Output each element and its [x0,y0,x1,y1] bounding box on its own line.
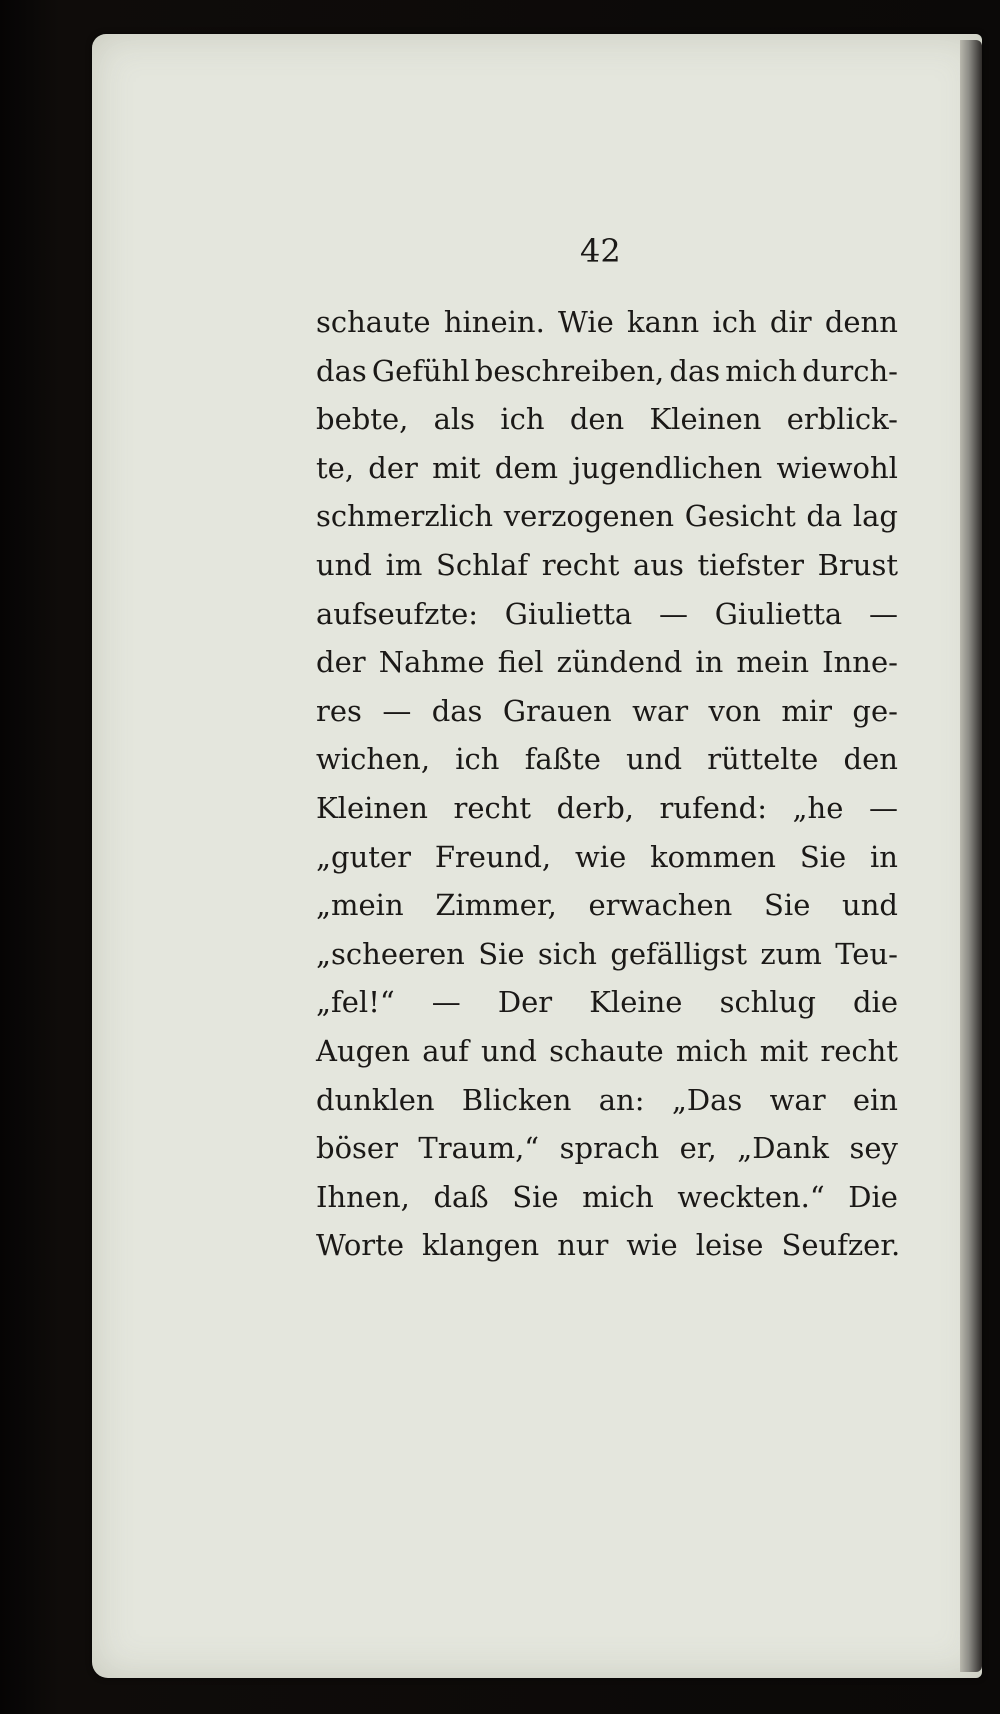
word: „Das [671,1082,743,1117]
text-line [316,881,898,930]
word: an: [598,1082,645,1117]
word: fiel [497,645,544,680]
word: von [708,693,761,728]
word: Kleinen [316,790,428,825]
word: verzogenen [503,499,675,534]
word: Sie [799,839,847,874]
word: wie [626,1228,678,1263]
word: ich [455,742,500,777]
word: lag [852,499,898,534]
text-line [316,1124,898,1173]
word: Kleine [589,985,683,1020]
word: durch- [802,353,898,388]
text-line [316,347,898,396]
text-line [316,395,898,444]
word: recht [541,547,620,582]
word: dir [769,305,812,339]
text-line [316,978,898,1027]
word: wichen, [316,742,431,777]
word: den [843,742,898,777]
word: rufend: [659,790,767,825]
word: der [316,645,366,680]
word: mir [781,693,833,728]
text-line [316,638,898,687]
word: Schlaf [436,547,529,582]
word: „fel!“ [316,985,395,1020]
word: Grauen [502,693,612,728]
word: tiefster [697,547,804,582]
page-number: 42 [580,232,621,270]
word: Seufzer. [781,1228,901,1263]
word: schmerzlich [316,499,494,534]
word: — [659,596,688,631]
word: er, [679,1131,717,1166]
word: nur [557,1228,609,1263]
word: böser [316,1131,398,1166]
word: wie [574,839,627,874]
word: erwachen [588,888,733,923]
page-edge-shadow [960,40,982,1672]
word: schaute [316,305,431,339]
word: klangen [421,1228,540,1263]
word: mit [432,450,481,485]
word: dunklen [316,1082,435,1117]
word: Worte [316,1228,404,1263]
word: Sie [478,936,525,971]
word: recht [820,1033,898,1068]
word: res [316,693,362,728]
word: mich [582,1179,654,1214]
word: derb, [556,790,634,825]
text-line [316,541,898,590]
word: dem [494,450,559,485]
word: „mein [316,888,404,923]
word: — [382,693,412,728]
word: Nahme [378,645,485,680]
text-line [316,687,898,736]
word: „Dank [737,1131,830,1166]
word: kann [627,305,700,339]
text-line [316,1076,898,1125]
text-line [316,930,898,979]
text-line [316,784,898,833]
word: kommen [650,839,776,874]
word: wiewohl [776,450,898,485]
word: „scheeren [316,936,465,971]
word: da [806,499,843,534]
word: Sie [764,888,811,923]
word: „guter [316,839,411,874]
word: beschreiben, [474,353,665,388]
word: te, [316,450,355,485]
word: im [385,547,423,582]
word: leise [695,1228,764,1263]
word: Gesicht [684,499,796,534]
word: Augen [316,1033,411,1068]
word: jugendlichen [572,450,763,485]
word: Traum,“ [418,1131,540,1166]
word: den [569,402,625,437]
text-line [316,735,898,784]
word: recht [453,790,532,825]
word: das [669,353,721,388]
word: Zimmer, [435,888,557,923]
word: in [870,839,898,874]
word: Inne- [822,645,898,680]
text-line [316,1221,901,1270]
word: aufseufzte: [316,596,479,631]
word: auf [422,1033,469,1068]
word: ich [712,305,757,339]
word: Ihnen, [316,1179,410,1214]
text-line [316,444,898,493]
text-line [316,1027,898,1076]
word: faßte [524,742,601,777]
word: Teu- [835,936,898,971]
word: Kleinen [649,402,762,437]
text-line [316,1173,898,1222]
word: sich [537,936,597,971]
word: sey [849,1131,898,1166]
word: war [632,693,689,728]
word: als [433,402,476,437]
word: und [842,888,898,923]
word: in [695,645,724,680]
word: Freund, [434,839,552,874]
word: aus [633,547,684,582]
text-line [316,590,898,639]
word: mein [736,645,810,680]
word: daß [433,1179,489,1214]
word: Gefühl [371,353,470,388]
word: Die [848,1179,898,1214]
word: denn [824,305,898,339]
word: der [368,450,418,485]
word: rüttelte [707,742,819,777]
word: mich [675,1033,748,1068]
word: — [868,790,898,825]
word: zum [760,936,822,971]
word: gefälligst [610,936,748,971]
word: hinein. [443,305,545,339]
word: und [626,742,683,777]
word: und [316,547,372,582]
word: Brust [817,547,898,582]
word: Wie [558,305,614,339]
word: mich [725,353,797,388]
word: ein [852,1082,898,1117]
word: Blicken [461,1082,572,1117]
word: schlug [719,985,816,1020]
word: bebte, [316,402,409,437]
word: ge- [852,693,898,728]
word: schaute [549,1033,664,1068]
text-line [316,298,898,347]
body-text [316,298,901,1270]
word: das [431,693,483,728]
word: Giulietta [504,596,633,631]
word: Sie [512,1179,559,1214]
word: Giulietta [714,596,843,631]
word: Der [497,985,553,1020]
word: und [481,1033,537,1068]
word: war [769,1082,826,1117]
word: die [852,985,898,1020]
word: weckten.“ [677,1179,825,1214]
text-line [316,833,898,882]
word: sprach [559,1131,660,1166]
word: mit [759,1033,809,1068]
word: ich [500,402,545,437]
word: „he [792,790,844,825]
word: — [868,596,898,631]
word: das [316,353,367,388]
word: — [431,985,461,1020]
word: zündend [556,645,683,680]
word: erblick- [786,402,898,437]
text-line [316,492,898,541]
